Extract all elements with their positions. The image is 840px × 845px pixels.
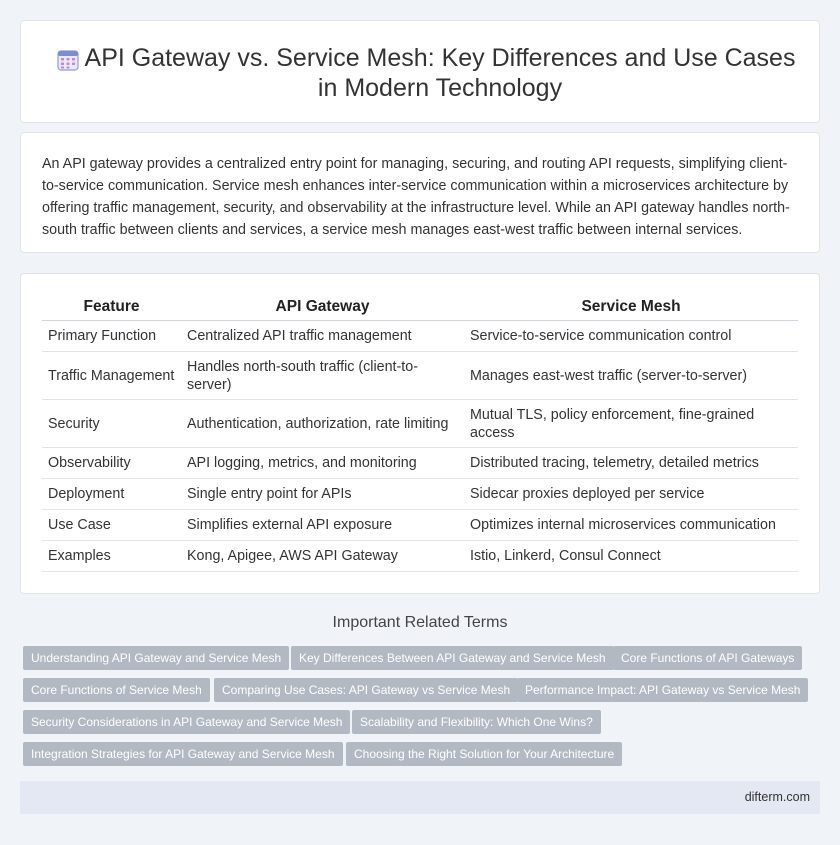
feature-cell: Traffic Management [42,352,181,400]
intro-text: An API gateway provides a centralized entry point for managing, securing, and routing API requests, simplifying client-to-service communication. Service mesh enhances inter-service communication within a microservices architecture by offering traffic management, security, and observability at the infrastructure level. While an API gateway handles north-south traffic between clients and services, a service mesh manages east-west traffic between internal services. [42,156,790,238]
footer [20,781,820,814]
table-row [42,510,798,541]
related-term-link[interactable]: Integration Strategies for API Gateway and Service Mesh [23,742,343,766]
header-service-mesh: Service Mesh [464,294,798,321]
header-api-gateway: API Gateway [181,294,464,321]
api-gateway-cell: Authentication, authorization, rate limiting [181,400,464,448]
related-term-link[interactable]: Comparing Use Cases: API Gateway vs Service Mesh [214,678,518,702]
intro-card [20,132,820,253]
table-row [42,352,798,400]
header-feature: Feature [42,294,181,321]
service-mesh-cell: Distributed tracing, telemetry, detailed metrics [464,448,798,479]
table-row [42,321,798,352]
related-term-link[interactable]: Core Functions of Service Mesh [23,678,210,702]
api-gateway-cell: API logging, metrics, and monitoring [181,448,464,479]
related-term-link[interactable]: Scalability and Flexibility: Which One Wins? [352,710,601,734]
site-name: difterm.com [744,790,810,804]
api-gateway-cell: Kong, Apigee, AWS API Gateway [181,541,464,572]
related-term-link[interactable]: Performance Impact: API Gateway vs Service Mesh [517,678,808,702]
feature-cell: Security [42,400,181,448]
service-mesh-cell: Manages east-west traffic (server-to-server) [464,352,798,400]
table-row [42,479,798,510]
calendar-icon [56,48,80,72]
related-term-link[interactable]: Core Functions of API Gateways [613,646,802,670]
table-row [42,541,798,572]
page-title: API Gateway vs. Service Mesh: Key Differences and Use Cases in Modern Technology [84,44,796,102]
related-term-link[interactable]: Choosing the Right Solution for Your Architecture [346,742,622,766]
related-terms-title: Important Related Terms [332,614,508,631]
table-row [42,400,798,448]
feature-cell: Examples [42,541,181,572]
table-row [42,448,798,479]
feature-cell: Observability [42,448,181,479]
table-header-row [42,294,798,321]
related-term-link[interactable]: Security Considerations in API Gateway and Service Mesh [23,710,350,734]
service-mesh-cell: Sidecar proxies deployed per service [464,479,798,510]
service-mesh-cell: Optimizes internal microservices communication [464,510,798,541]
api-gateway-cell: Handles north-south traffic (client-to-server) [181,352,464,400]
feature-cell: Use Case [42,510,181,541]
title-card [20,20,820,123]
feature-cell: Primary Function [42,321,181,352]
api-gateway-cell: Single entry point for APIs [181,479,464,510]
comparison-table [42,294,798,572]
api-gateway-cell: Centralized API traffic management [181,321,464,352]
service-mesh-cell: Mutual TLS, policy enforcement, fine-grained access [464,400,798,448]
service-mesh-cell: Service-to-service communication control [464,321,798,352]
api-gateway-cell: Simplifies external API exposure [181,510,464,541]
feature-cell: Deployment [42,479,181,510]
service-mesh-cell: Istio, Linkerd, Consul Connect [464,541,798,572]
related-term-link[interactable]: Key Differences Between API Gateway and Service Mesh [291,646,614,670]
comparison-card [20,273,820,594]
related-term-link[interactable]: Understanding API Gateway and Service Mesh [23,646,289,670]
